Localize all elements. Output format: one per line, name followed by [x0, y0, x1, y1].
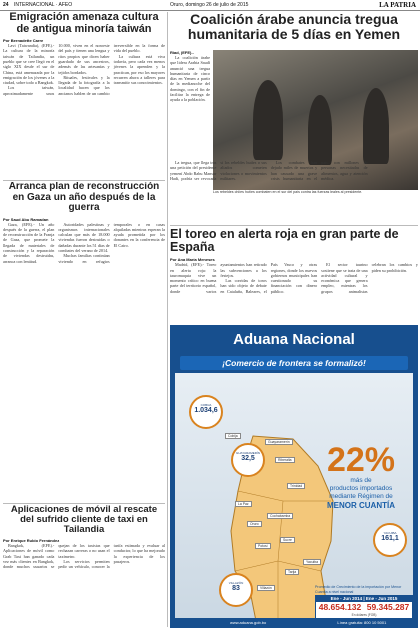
- article-body: [170, 55, 210, 157]
- bubble-cobija: [189, 395, 223, 429]
- paragraph: La tregua, que llega tras una petición del presidente yemení Abdo Rabu Mansur Hadi, podría ser revocada si los rebeldes hutíes o sus aliados cometen violaciones o movimientos militares.: [170, 160, 267, 181]
- article-title: Emigración amenaza cultura de antigua minoría taiwán: [9, 12, 159, 35]
- ad-phone: Línea gratuita: 800 10 5001: [337, 620, 387, 625]
- fighter-silhouette: [253, 80, 283, 160]
- growth-callout: [323, 443, 399, 510]
- total-2014: 48.654.132: [318, 602, 362, 612]
- paragraph: Rituales, festivales y la llegada de la fotografía a la localidad hacen que los ancianos hablen de un cambio irreversible en la forma de vida del pueblo.: [58, 43, 165, 96]
- bubble-value: 161,1: [381, 535, 399, 542]
- place-label: Cochabamba: [267, 513, 293, 519]
- promo-text: Promedio de Crecimiento de la importación por Menor Cuantía a nivel nacional: [315, 585, 402, 594]
- edition-date: Oruro, domingo 26 de julio de 2015: [170, 2, 249, 8]
- article-body: [170, 160, 418, 218]
- bubble-label: YACUIBA: [383, 531, 397, 535]
- bubble-value: 1.034,6: [194, 407, 218, 414]
- paragraph: Bangkok, (EFE).- Aplicaciones de móvil como Grab Taxi han ganado cada vez más clientes en Bangkok, donde muchos usuarios se quejan de los taxistas que rechazan carreras o no usan el taxímetro.: [3, 542, 110, 570]
- page-number: 24: [3, 2, 9, 8]
- paragraph: Gaza, (EFE).- Un año después de la guerra, el plan de reconstrucción de la Franja de Gaza, que promete la llegada de materiales de construcción y la reparación de viviendas destruidas, arranca con lentitud.: [3, 221, 55, 264]
- newspaper-brand: LA PATRIA: [379, 1, 416, 9]
- article-body: [3, 222, 165, 503]
- divider: [170, 225, 418, 226]
- divider: [3, 503, 165, 504]
- article-toreo: [170, 228, 418, 323]
- paragraph: Los combates han dejado miles de muertos y han causado una grave crisis humanitaria en el país, con millones de personas necesitadas de alimentos, agua y atención médica.: [270, 160, 368, 181]
- bubble-label: VILLAZÓN: [228, 581, 244, 585]
- section-name: INTERNACIONAL · AFEO: [14, 2, 73, 8]
- paragraph: Lavi (Taiwandia), (EFE).- La cultura de la minoría taiwán de Tailandia, un pueblo que se cree llegó en el siglo XIX desde el sur de China, está amenazada por la emigración de los jóvenes a la ciudad, sobre todo a Bangkok.: [3, 43, 55, 86]
- ad-map-panel: [175, 373, 413, 618]
- article-byline: Riad, (EFE).-: [170, 50, 194, 55]
- paragraph: La coalición árabe que lidera Arabia Saudí anunció una tregua humanitaria de cinco días en Yemen a partir de la medianoche del domingo, con el fin de facilitar la entrega de ayuda a la población.: [170, 55, 210, 103]
- place-label: Guayaramerín: [265, 439, 293, 445]
- column-divider: [167, 12, 168, 627]
- article-byline: Por Bernadette Carre: [3, 38, 44, 44]
- aduana-advertisement: [170, 325, 418, 628]
- place-label: Yacuiba: [303, 559, 321, 565]
- bubble-guayaramerin: [231, 443, 265, 477]
- bubble-villazon: [219, 573, 253, 607]
- article-body: [170, 262, 418, 323]
- place-label: Cobija: [225, 433, 241, 439]
- growth-line: mediante Régimen de: [329, 493, 393, 500]
- article-gaza: [3, 182, 165, 502]
- article-title: Arranca plan de reconstrucción en Gaza un año después de la guerra: [8, 182, 160, 213]
- bubble-yacuiba: [373, 523, 407, 557]
- ad-brand: Aduana Nacional: [170, 325, 418, 355]
- yemen-body-bottom: [170, 160, 418, 218]
- place-label: Oruro: [247, 521, 262, 527]
- place-label: Riberalta: [275, 457, 295, 463]
- page-header: [0, 0, 420, 11]
- menor-cuantia: MENOR CUANTÍA: [327, 501, 395, 510]
- growth-line: productos importados: [329, 485, 393, 492]
- article-title: Aplicaciones de móvil al rescate del sufrido cliente de taxi en Tailandia: [10, 505, 158, 535]
- totals-period: Ene - Jun 2014 | Ene - Jun 2015: [316, 596, 412, 602]
- place-label: Potosí: [255, 543, 271, 549]
- photo-caption: [213, 190, 418, 198]
- paragraph: Autoridades palestinas y organismos internacionales calculan que más de 18.000 viviendas fueron destruidas o dañadas durante los 51 días de combates del verano de 2014.: [58, 221, 110, 253]
- bubble-label: GUAYARAMERÍN: [236, 451, 260, 455]
- bubble-value: 32,5: [241, 455, 255, 462]
- ad-slogan: ¡Comercio de frontera se formalizó!: [180, 356, 408, 370]
- article-byline: Por Ana María Meneses: [170, 257, 215, 263]
- growth-line: más de: [350, 477, 372, 484]
- ad-website[interactable]: www.aduana.gob.bo: [230, 620, 267, 625]
- fighter-silhouette: [308, 95, 332, 165]
- fighter-silhouette: [363, 88, 389, 164]
- ad-footer: [170, 618, 418, 628]
- total-2015: 59.345.287: [366, 602, 410, 612]
- growth-percent: 22%: [326, 441, 396, 479]
- article-title: El toreo en alerta roja en gran parte de España: [170, 228, 399, 255]
- place-label: Sucre: [280, 537, 295, 543]
- yemen-body-left: [170, 50, 210, 160]
- article-taxi: [3, 505, 165, 627]
- article-byline: Por Saud Abu Ramadan: [3, 216, 49, 222]
- totals-unit: En dólares (FOB): [351, 613, 377, 617]
- bubble-value: 83: [232, 585, 240, 592]
- paragraph: Los servicios permiten pedir un vehículo, conocer la tarifa estimada y evaluar al conductor, lo que ha mejorado la experiencia de los pasajeros.: [58, 542, 165, 570]
- place-label: Tarija: [285, 569, 299, 575]
- paragraph: Madrid, (EFE).- Toreo en alerta roja: la tauromaquia vive un momento crítico en buena parte del territorio español, donde varios ayuntamientos han retirado las subvenciones a los festejos.: [170, 262, 267, 294]
- divider: [3, 180, 165, 181]
- article-byline: Por Enrique Rubio Fernández: [3, 537, 60, 543]
- article-title: Coalición árabe anuncia tregua humanitaria de 5 días en Yemen: [187, 12, 401, 42]
- bubble-label: COBIJA: [200, 403, 212, 407]
- paragraph: Los taiwán, aproximadamente unos 10.000, viven en el noroeste del país y tienen una lengua y ritos propios que dicen haber guardado de sus ancestros, además de las artesanías y tejidos bordados.: [3, 43, 110, 96]
- article-body: [3, 43, 165, 177]
- place-label: La Paz: [235, 501, 252, 507]
- paragraph: La cultura está viva todavía, pero cada vez menos jóvenes la aprenden y la practican, por eso los mayores recurren ahora a talleres para transmitir sus conocimientos.: [113, 53, 165, 86]
- totals-values: [316, 602, 412, 613]
- paragraph: El sector taurino sostiene que se trata de una actividad cultural y económica que genera empleo, mientras los grupos animalistas celebran los cambios y piden su prohibición.: [321, 262, 418, 294]
- caption-text: Los rebeldes chiíes hutíes combaten en el sur del país contra las fuerzas leales al presidente.: [213, 190, 363, 194]
- paragraph: Las corridas de toros han sido objeto de debate en Cataluña, Baleares, el País Vasco y otras regiones, donde los nuevos gobiernos municipales han cuestionado su financiación con dinero público.: [220, 262, 318, 294]
- place-label: Villazón: [257, 585, 275, 591]
- article-body: [3, 543, 165, 627]
- article-emigracion: [3, 12, 165, 177]
- place-label: Trinidad: [287, 483, 305, 489]
- paragraph: Muchas familias continúan viviendo en refugios temporales o en casas alquiladas mientras esperan la ayuda prometida por los donantes en la conferencia de El Cairo.: [58, 221, 165, 264]
